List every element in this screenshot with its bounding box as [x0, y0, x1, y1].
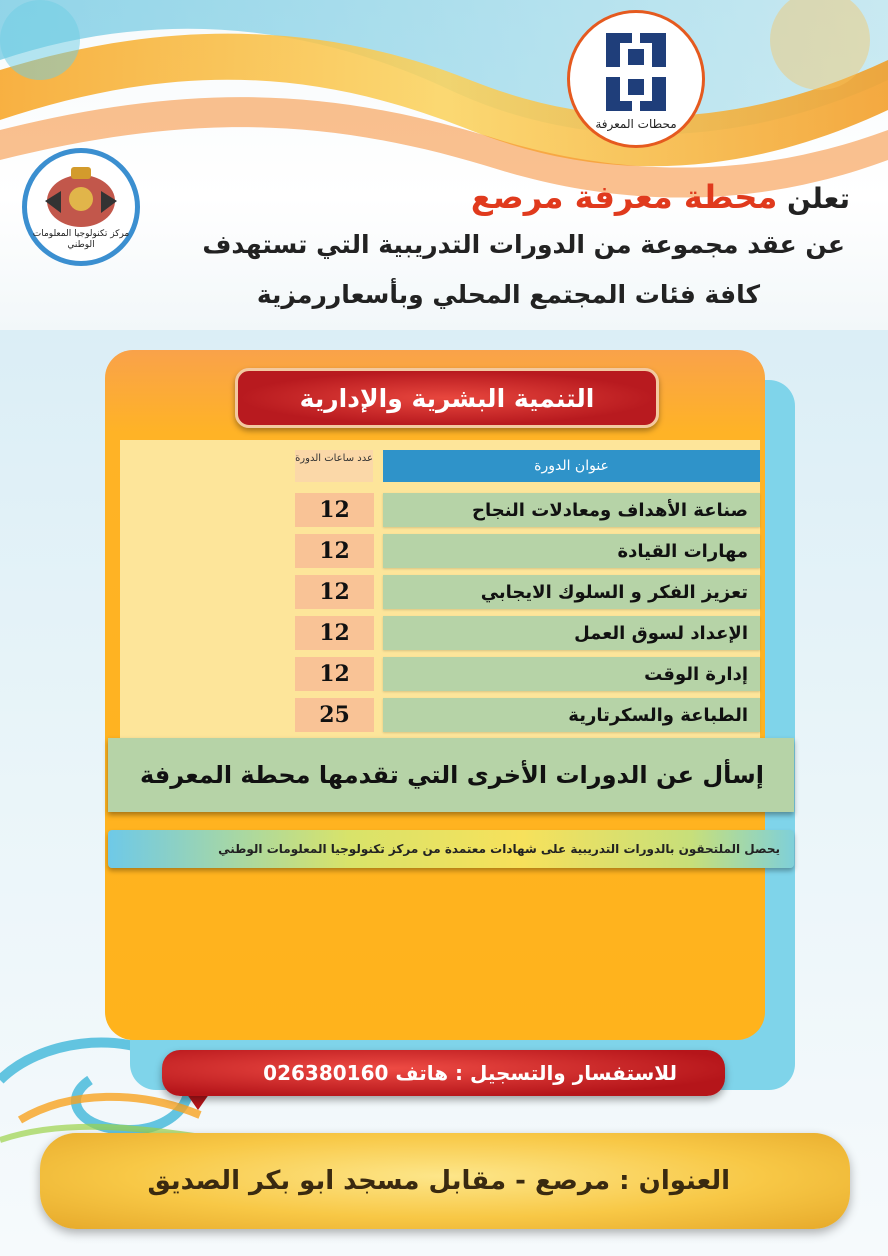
course-hours: 12	[295, 534, 374, 568]
course-hours: 25	[295, 698, 374, 732]
ask-other-courses: إسأل عن الدورات الأخرى التي تقدمها محطة المعرفة	[108, 738, 794, 812]
course-title: الإعداد لسوق العمل	[383, 616, 760, 650]
certificate-note: يحصل الملتحقون بالدورات التدريبية على شهادات معتمدة من مركز تكنولوجيا المعلومات الوطني	[108, 830, 794, 868]
crest-icon	[27, 161, 135, 231]
course-title: مهارات القيادة	[383, 534, 760, 568]
announcement-line-2: عن عقد مجموعة من الدورات التدريبية التي تستهدف	[202, 230, 845, 259]
section-title: التنمية البشرية والإدارية	[235, 368, 659, 428]
knowledge-stations-caption: محطات المعرفة	[595, 117, 677, 131]
course-title: صناعة الأهداف ومعادلات النجاح	[383, 493, 760, 527]
course-hours: 12	[295, 657, 374, 691]
hours-column-header: عدد ساعات الدورة	[295, 450, 373, 482]
announcement-heading	[300, 178, 850, 216]
announcement-line-3: كافة فئات المجتمع المحلي وبأسعاررمزية	[256, 280, 760, 309]
station-name: محطة معرفة مرصع	[470, 178, 778, 216]
announces-word: تعلن	[787, 182, 850, 215]
course-hours: 12	[295, 616, 374, 650]
address-banner: العنوان : مرصع - مقابل مسجد ابو بكر الصديق	[40, 1133, 850, 1229]
course-hours: 12	[295, 493, 374, 527]
course-title: إدارة الوقت	[383, 657, 760, 691]
national-it-center-caption: مركز تكنولوجيا المعلومات الوطني	[32, 229, 130, 250]
course-title: تعزيز الفكر و السلوك الايجابي	[383, 575, 760, 609]
title-column-header: عنوان الدورة	[383, 450, 760, 482]
knowledge-stations-logo	[567, 10, 705, 148]
knowledge-stations-logo-icon	[570, 19, 702, 119]
national-it-center-logo	[22, 148, 140, 266]
course-title: الطباعة والسكرتارية	[383, 698, 760, 732]
course-hours: 12	[295, 575, 374, 609]
contact-phone-banner: للاستفسار والتسجيل : هاتف 026380160	[162, 1050, 725, 1096]
